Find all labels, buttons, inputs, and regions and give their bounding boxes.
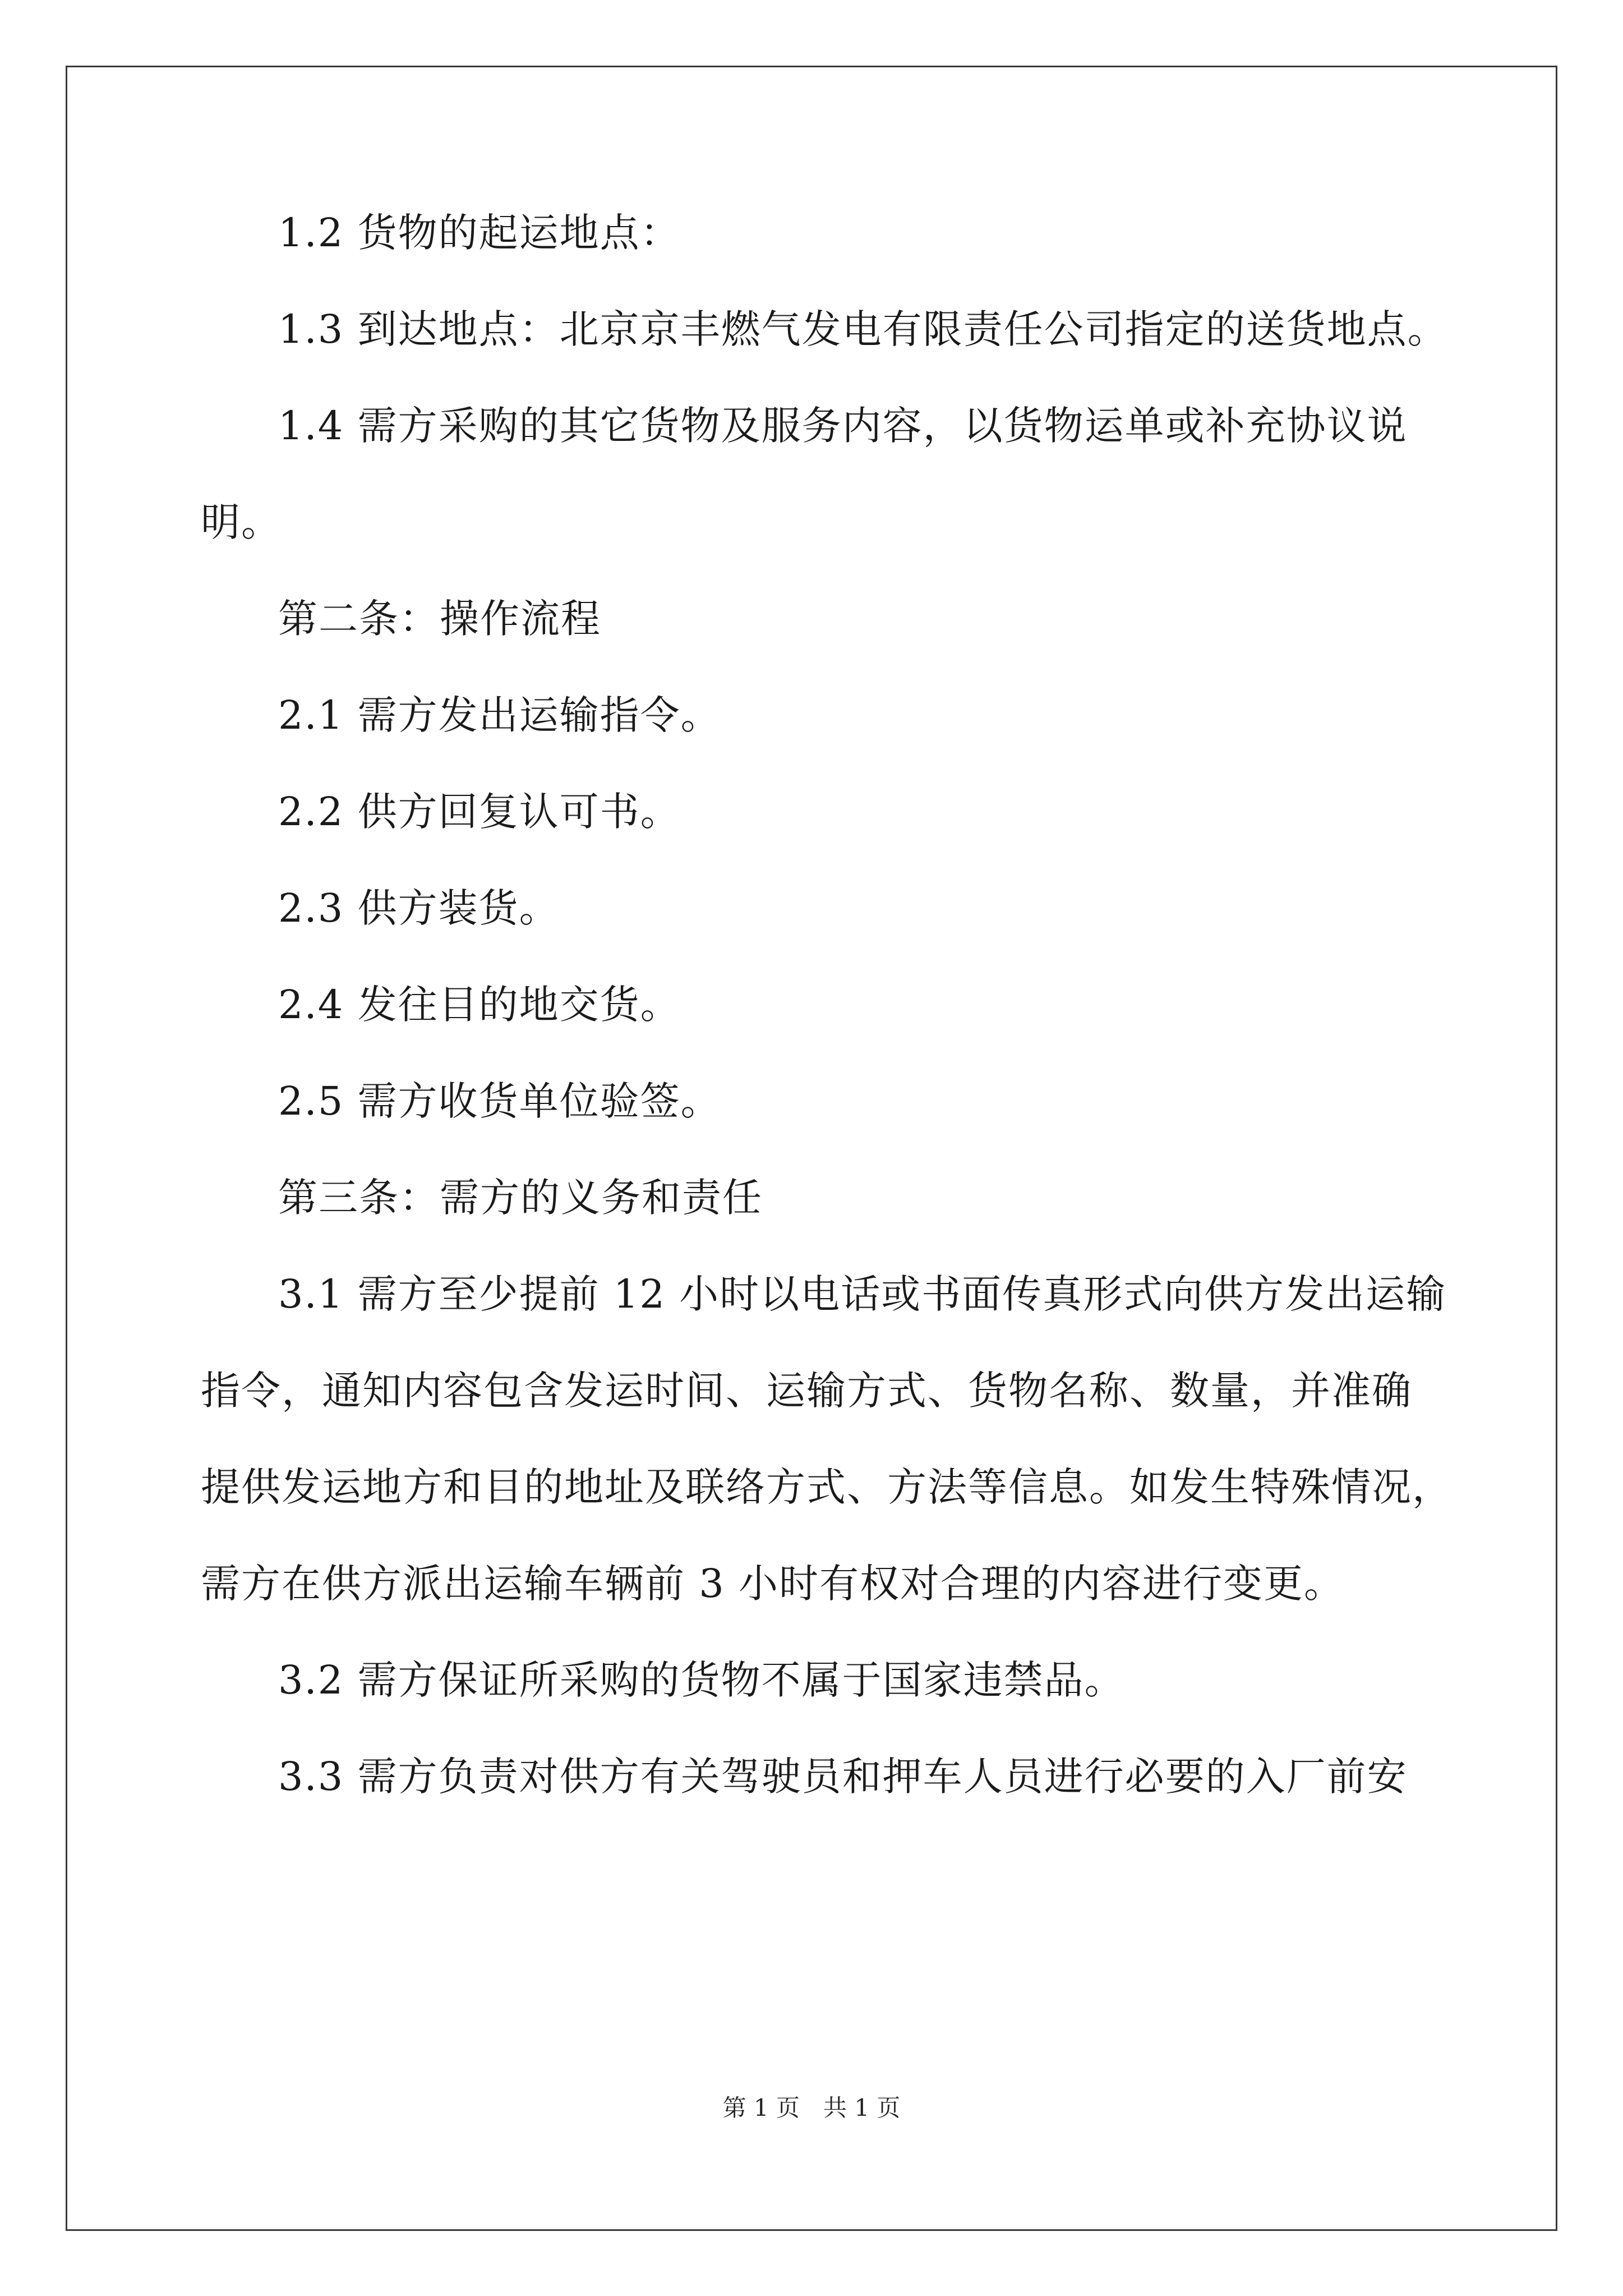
paragraph-2-4: 2.4 发往目的地交货。 <box>278 982 681 1028</box>
paragraph-3-2: 3.2 需方保证所采购的货物不属于国家违禁品。 <box>278 1657 1125 1703</box>
paragraph-2-1: 2.1 需方发出运输指令。 <box>278 692 721 738</box>
paragraph-3-1-cont-3: 需方在供方派出运输车辆前 3 小时有权对合理的内容进行变更。 <box>201 1561 1345 1607</box>
paragraph-3-1-cont-2: 提供发运地方和目的地址及联络方式、方法等信息。如发生特殊情况， <box>201 1464 1453 1510</box>
section-heading-2: 第二条：操作流程 <box>278 596 601 642</box>
paragraph-1-3: 1.3 到达地点：北京京丰燃气发电有限责任公司指定的送货地点。 <box>278 306 1448 352</box>
paragraph-3-1: 3.1 需方至少提前 12 小时以电话或书面传真形式向供方发出运输 <box>278 1271 1447 1317</box>
paragraph-1-4: 1.4 需方采购的其它货物及服务内容，以货物运单或补充协议说 <box>278 403 1408 449</box>
paragraph-2-3: 2.3 供方装货。 <box>278 885 560 931</box>
page-footer: 第 1 页 共 1 页 <box>722 2094 901 2122</box>
section-heading-3: 第三条：需方的义务和责任 <box>278 1175 763 1221</box>
paragraph-1-2: 1.2 货物的起运地点： <box>278 210 681 256</box>
paragraph-3-1-cont-1: 指令，通知内容包含发运时间、运输方式、货物名称、数量，并准确 <box>201 1368 1412 1414</box>
paragraph-2-5: 2.5 需方收货单位验签。 <box>278 1078 721 1124</box>
paragraph-2-2: 2.2 供方回复认可书。 <box>278 789 681 835</box>
paragraph-1-4-cont: 明。 <box>201 499 282 545</box>
page-border <box>66 66 1557 2231</box>
paragraph-3-3: 3.3 需方负责对供方有关驾驶员和押车人员进行必要的入厂前安 <box>278 1754 1408 1800</box>
